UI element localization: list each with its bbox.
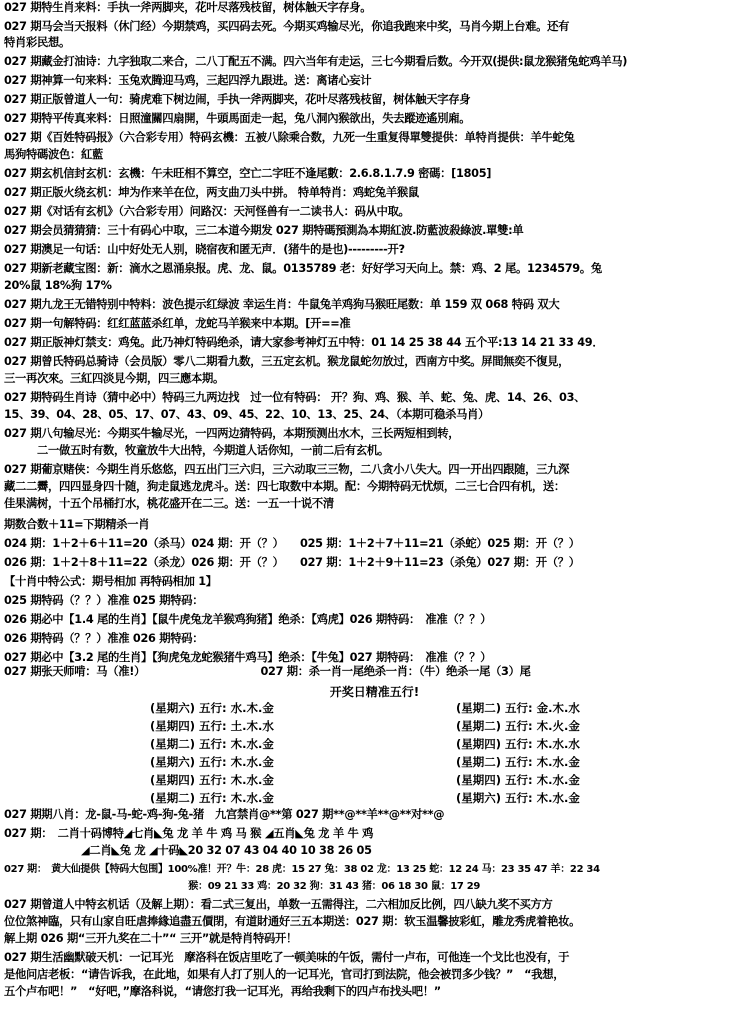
text-line: 027 期正版神灯禁支：鸡兔。此乃神灯特码绝杀，请大家参考神灯五中特：01 14 25 38 44 五个平:13 14 21 33 49．	[4, 336, 604, 349]
text-line: 027 期特平传真来料：日照潼關四扇開，牛頭馬面走一起，兔八洞內猴欲出，失去蹤迹遙別廂。	[4, 112, 471, 125]
text-line: 025 期特码（？？）准准 025 期特码：	[4, 594, 204, 607]
text-line: 二一做五时有数，牧童放牛大出特，今期道人话你知，一前二后有玄机。	[4, 444, 389, 457]
text-line: 026 期：1＋2＋8＋11=22（杀龙）026 期：开（？） 027 期：1＋2＋9＋11=23（杀兔）027 期：开（？）	[4, 556, 580, 569]
text-line: 027 期曾氏特码总骑诗（会员版）零八二期看九数，三五定玄机。猴龙鼠蛇勿放过，西南方中奖。屏間無奕不復見，	[4, 355, 570, 368]
wuxing-left-row: (星期六) 五行: 木.水.金	[150, 755, 274, 769]
text-line: 三一再次來。三紅四淡見今期，四三應本期。	[4, 372, 224, 385]
text-line: 026 期必中【1.4 尾的生肖】【鼠牛虎兔龙羊猴鸡狗猪】绝杀：【鸡虎】026 期特码： 准准（？？）	[4, 613, 492, 626]
text-line: 027 期正版火绕玄机：坤为作来羊在位，两支曲刀头中拼。 特单特肖：鸡蛇兔羊猴鼠	[4, 186, 419, 199]
text-line: 20%鼠 18%狗 17%	[4, 279, 112, 292]
text-line: 027 期《对话有玄机》（六合彩专用）问路汉：天河怪兽有一二读书人：码从中取。	[4, 205, 410, 218]
text-line: 是他问店老板：“请告诉我，在此地，如果有人打了别人的一记耳光，官司打到法院，他会被罚多少钱？” “我想，	[4, 968, 565, 981]
wuxing-right-row: (星期二) 五行: 木.火.金	[456, 719, 580, 733]
text-line: 【十肖中特公式：期号相加 再特码相加 1】	[4, 575, 217, 588]
text-line: 位位煞神臨，只有山家自旺虐捧緣追盡五價閉，有道財通好三五本期送：027 期：软玉温馨披彩虹，雕龙秀虎着艳妆。	[4, 915, 581, 928]
text-line: 特肖彩民想。	[4, 36, 70, 49]
text-line: 期数合数＋11=下期精杀一肖	[4, 518, 150, 531]
text-line: 027 期生活幽默破天机：一记耳光 摩洛科在饭店里吃了一顿美味的午饭，需付一卢布，可他连一个戈比也没有，于	[4, 951, 570, 964]
text-line: 027 期八句输尽光：今期买牛输尽光，一四两边猜特码，本期预测出水木，三长两短相到转，	[4, 427, 460, 440]
text-line: 027 期会员猜猜猜：三十有码心中取，三二本道今期发 027 期特碼預測為本期紅波.防藍波殺綠波.單雙:单	[4, 224, 524, 237]
wuxing-right-row: (星期四) 五行: 木.水.金	[456, 773, 580, 787]
text-line: 027 期玄机信封玄机：玄機：午未旺相不算空，空亡二字旺不逢尾數：2.6.8.1.7.9 密碼：[1805]	[4, 167, 492, 180]
text-line: 027 期《百姓特码报》（六合彩专用）特码玄機：五被八除乘合数，九死一生重复得單雙提供：单特肖提供：羊牛蛇兔	[4, 131, 575, 144]
text-line: 026 期特码（？？）准准 026 期特码：	[4, 632, 204, 645]
text-line: 佳果满树，十五个吊桶打水，桃花盛开在二三。送：一五一十说不清	[4, 497, 334, 510]
text-line: 027 期特码生肖诗（猜中必中）特码三九两边找 过一位有特码： 开？狗、鸡、猴、羊、蛇、兔、虎、14、26、03、	[4, 391, 586, 404]
text-line: 解上期 026 期“三开九奖在二十”“ 三开”就是特肖特码开！	[4, 932, 298, 945]
text-line: 027 期曾道人中特玄机话（及解上期）：看二式三复出，单数一五需得注，二六相加反比例，四八缺九奖不买方方	[4, 898, 553, 911]
text-line: 027 期马会当天报料（休门经）今期禁鸡，买四码去死。今期买鸡输尽光，你追我跑来中奖，马肖今期上台难。还有	[4, 20, 570, 33]
wuxing-left-row: (星期四) 五行: 木.水.金	[150, 773, 274, 787]
text-line: 024 期：1＋2＋6＋11=20（杀马）024 期：开（？） 025 期：1＋2＋7＋11=21（杀蛇）025 期：开（？）	[4, 537, 580, 550]
text-line: 027 期一句解特码：红红蓝蓝杀红单，龙蛇马羊猴来中本期。[开==准	[4, 317, 351, 330]
text-line: 027 期期八肖：龙-鼠-马-蛇-鸡-狗-兔-猪 九宫禁肖@**第 027 期**@**羊**@**对**@	[4, 808, 445, 821]
wuxing-left-row: (星期四) 五行: 土.木.水	[150, 719, 274, 733]
text-line: 027 期张天师啃：马（准!） 027 期：杀一肖一尾绝杀一肖：（牛）绝杀一尾（3）尾	[4, 665, 531, 678]
text-line: ◢二肖◣兔 龙 ◢十码◣20 32 07 43 04 40 10 38 26 05	[4, 844, 372, 857]
wuxing-title: 开奖日精准五行!	[329, 685, 420, 699]
text-line: 猴：09 21 33 鸡：20 32 狗：31 43 猪：06 18 30 鼠：17 29	[4, 881, 481, 892]
text-line: 027 期： 黄大仙提供【特码大包围】100%准！开？牛：28 虎：15 27 兔：38 02 龙：13 25 蛇：12 24 马：23 35 47 羊：22 34	[4, 864, 600, 875]
text-line: 027 期： 二肖十码博特◢七肖◣兔 龙 羊 牛 鸡 马 猴 ◢五肖◣兔 龙 羊 牛 鸡	[4, 827, 374, 840]
wuxing-right-row: (星期二) 五行: 木.水.金	[456, 755, 580, 769]
text-line: 027 期葡京赌侠：今期生肖乐悠悠，四五出门三六归，三六动取三三物，二八贪小八失大。四一开出四跟随，三九深	[4, 463, 570, 476]
text-line: 027 期澳足一句话：山中好处无人别，晓宿夜和匿无声．(猪牛的是也)---------开?	[4, 243, 405, 256]
text-line: 027 期必中【3.2 尾的生肖】【狗虎兔龙蛇猴猪牛鸡马】绝杀：【牛兔】027 期特码： 准准（？？）	[4, 651, 492, 664]
text-line: 馬狗特碼波色：紅藍	[4, 148, 103, 161]
wuxing-right-row: (星期四) 五行: 木.水.水	[456, 737, 580, 751]
text-line: 027 期新老藏宝图：新：滴水之恩涌泉报。虎、龙、鼠。0135789 老：好好学习天向上。禁：鸡、2 尾。1234579。兔	[4, 262, 602, 275]
wuxing-left-row: (星期六) 五行: 水.木.金	[150, 701, 274, 715]
wuxing-left-row: (星期二) 五行: 木.水.金	[150, 737, 274, 751]
text-line: 027 期神算一句来料：玉兔欢腾迎马鸡，三起四浮九跟进。送：离诸心妄计	[4, 74, 372, 87]
text-line: 15、39、04、28、05、17、07、43、09、45、22、10、13、25、24、（本期可稳杀马肖）	[4, 408, 490, 421]
wuxing-right-row: (星期六) 五行: 木.水.金	[456, 791, 580, 805]
text-line: 五个卢布吧！” “好吧，”摩洛科说，“请您打我一记耳光，再给我剩下的四卢布找头吧！”	[4, 985, 441, 998]
text-line: 027 期九龙王无错特别中特料：波色提示红绿波 幸运生肖：牛鼠兔羊鸡狗马猴旺尾数：单 159 双 068 特码 双大	[4, 298, 560, 311]
text-line: 027 期正版曾道人一句：骑虎难下树边闹，手执一斧两脚夹，花叶尽落残枝留，树体触天字存身	[4, 93, 471, 106]
text-line: 藏二二霽，四四显身四十随，狗走鼠逃龙虎斗。送：四七取数中本期。配：今期特码无忧烦，二三七合四有机，送：	[4, 480, 565, 493]
wuxing-right-row: (星期二) 五行: 金.木.水	[456, 701, 580, 715]
text-line: 027 期特生肖来料：手执一斧两脚夹，花叶尽落残枝留，树体触天字存身。	[4, 1, 372, 14]
wuxing-left-row: (星期二) 五行: 木.水.金	[150, 791, 274, 805]
text-line: 027 期藏金打油诗：九字独取二来合，二八丁配五不满。四六当年有走运，三七今期看后数。今开双(提供:鼠龙猴猪兔蛇鸡羊马)	[4, 55, 628, 68]
